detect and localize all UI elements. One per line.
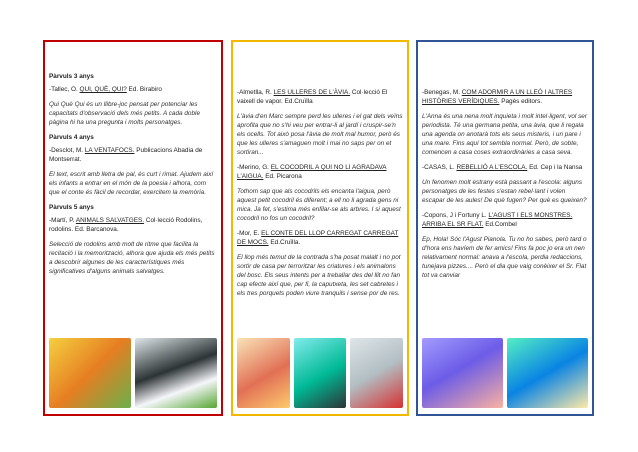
book-title-link[interactable]: EL CONTE DEL LLOP CARREGAT CARREGAT DE MOCS.	[237, 230, 399, 246]
cover-llop-image	[350, 338, 403, 408]
ref-author: -Copons, J i Fortuny L.	[422, 212, 489, 219]
book-description: El text, escrit amb lletra de pal, és curt i rimat. Ajudem així els infants a entrar en el món de la poesia i alhora, com que el conte és fàcil de recordar, exercitem la memòria.	[49, 171, 214, 196]
book-reference	[422, 163, 588, 172]
cover-cocodril-image	[294, 338, 347, 408]
ref-publisher: Ed. Birabiro	[126, 86, 162, 93]
ref-publisher: Publicacions Abadia de Montserrat.	[49, 147, 203, 163]
book-reference	[237, 229, 403, 247]
book-reference	[237, 88, 403, 106]
ref-author: -Desclot, M.	[49, 147, 85, 154]
book-title-link[interactable]: LA VENTAFOCS.	[84, 147, 135, 154]
cover-animals-image	[135, 338, 217, 408]
ref-publisher: Ed. Cep i la Nansa	[527, 164, 583, 171]
book-reference	[237, 163, 403, 181]
section-heading: Pàrvuls 3 anys	[49, 73, 94, 80]
ref-publisher: Col·lecció El vaixell de vapor. Ed.Cruïlla	[237, 89, 388, 105]
ref-publisher: Ed.Combel	[483, 221, 517, 228]
book-description: Selecció de rodolins amb molt de ritme que facilita la recitació i la memorització, alhora que ajuda els més petits a descobrir algunes de les característiques més significatives d'alguns animals salvatges.	[49, 241, 215, 275]
section-heading: Pàrvuls 4 anys	[49, 134, 94, 141]
book-title-link[interactable]: LES ULLERES DE L'ÀVIA.	[273, 89, 351, 96]
book-description: Tothom sap que als cocodrils els encanta l'aigua, però aquest petit cocodril és diferent; a ell no li agrada gens ni mica. Ja fet, s'estima més enfilar-se als arbres. I si aquest cocodril no fos un cocodril?	[237, 188, 401, 222]
book-covers	[237, 338, 403, 408]
mitja-panel	[416, 40, 594, 416]
book-title-link[interactable]: EL COCODRIL A QUI NO LI AGRADAVA L'AIGUA.	[237, 164, 387, 180]
book-covers	[422, 338, 588, 408]
book-title-link[interactable]: ANIMALS SALVATGES.	[75, 217, 145, 224]
cover-agust-image	[507, 338, 588, 408]
book-reference	[49, 216, 217, 234]
ref-publisher: Col·lecció Rodolins, rodolins. Ed. Barcanova.	[49, 217, 203, 233]
ref-author: -Martí, P.	[49, 217, 76, 224]
book-title-link[interactable]: COM ADORMIR A UN LLEÓ I ALTRES HISTÒRIES VERÍDIQUES.	[422, 89, 573, 105]
book-title-link[interactable]: REBELLIÓ A L'ESCOLA.	[456, 164, 528, 171]
book-reference	[422, 211, 588, 229]
cover-quiquequi-image	[49, 338, 131, 408]
ref-author: -Tallec, O.	[49, 86, 80, 93]
book-reference	[49, 146, 217, 164]
ref-author: -Mor, E.	[237, 230, 262, 237]
inicial-panel	[231, 40, 409, 416]
book-description: L'àvia d'en Marc sempre perd les ulleres i el gat dels veïns aprofita que no s'hi veu per entrar-li al jardí i cruspir-se'n els ocells. Tot això posa l'àvia de molt mal humor, però és que les ulleres s'amaguen molt i mai no saps per on et sortiran...	[237, 113, 403, 156]
ref-publisher: Pagès editors.	[499, 98, 543, 105]
ref-publisher: Ed. Picarona	[263, 173, 302, 180]
book-reference	[49, 85, 217, 94]
book-description: Un fenomen molt estrany està passant a l'escola: alguns personatges de les festes s'estan rebel·lant i volen escapar de les aules! De què fugen? Per què es queixen?	[422, 179, 587, 204]
ref-publisher: Ed.Cruïlla.	[268, 239, 301, 246]
book-title-link[interactable]: QUI, QUÈ, QUI?	[79, 86, 127, 93]
ref-author: -Benegas, M.	[422, 89, 462, 96]
book-description: Ep, Hola! Sóc l'Agust Pianola. Tu no ho sabes, però tard o d'hora ens havíem de fer amics! Fins fa poc jo era un nen relativament normal: anava a l'escola, perdia redaccions, tunejava pizzes.... Però el dia que vaig conèixer el Sr. Flat tot va canviar	[422, 236, 587, 279]
book-description: L'Anna és una nena molt inquieta i molt intel·ligent, vol ser periodista. Té una germana petita, una àvia, que li regala una agenda on anotarà tots els seus misteris, i un pare i una mare. Fins aquí tot sembla normal. Però, de sobte, comencen a casa coses extraordinàries a casa seva.	[422, 113, 587, 156]
ref-author: -Almetlla, R.	[237, 89, 274, 96]
book-description: El llop més temut de la contrada s'ha posat malalt i no pot sortir de casa per terroritzar les criatures i els animalons del bosc. Els seus intents per a treballar des del llit no fan cap efecte així que, per fi, la caputxeta, les set cabretes i els tres porquets poden viure tranquils i sense por de res.	[237, 254, 401, 297]
ref-author: -Merino, G.	[237, 164, 271, 171]
book-reference	[422, 88, 588, 106]
infantil-panel	[43, 40, 223, 416]
book-covers	[49, 338, 217, 408]
cover-lleo-image	[422, 338, 503, 408]
cover-ulleres-image	[237, 338, 290, 408]
ref-author: -CASAS, L.	[422, 164, 457, 171]
section-heading: Pàrvuls 5 anys	[49, 204, 94, 211]
book-title-link[interactable]: L'AGUST I ELS MONSTRES. ARRIBA EL SR FLAT.	[422, 212, 573, 228]
book-description: Qui Què Qui és un llibre-joc pensat per potenciar les capacitats d'observació dels més petits. A cada doble pàgina hi ha una pregunta i molts personatges.	[49, 101, 201, 126]
